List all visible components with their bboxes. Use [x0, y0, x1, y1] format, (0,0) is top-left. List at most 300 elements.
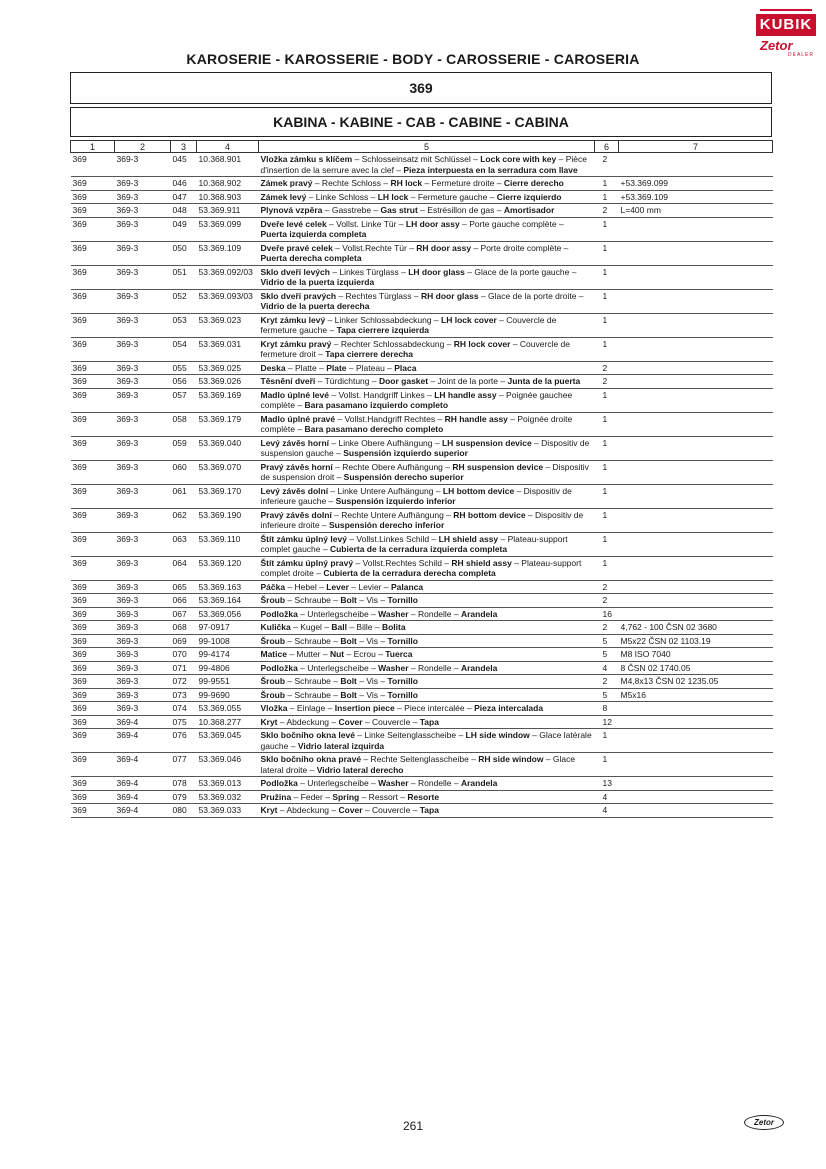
- cell-c4: 53.369.092/03: [197, 265, 259, 289]
- description-part: – Couvercle de fermeture droit –: [260, 338, 571, 359]
- description-part: Tapa cierrere derecha: [325, 349, 413, 359]
- description-part: RH lock: [390, 178, 423, 188]
- description-part: – Abdeckung –: [277, 805, 339, 815]
- cell-c2: 369-3: [115, 388, 171, 412]
- cell-qty: 1: [595, 388, 619, 412]
- cell-qty: 1: [595, 289, 619, 313]
- cell-c2: 369-3: [115, 532, 171, 556]
- cell-c1: 369: [71, 675, 115, 689]
- cell-note: [619, 388, 773, 412]
- description-part: – Piece intercalée –: [394, 703, 475, 713]
- cell-description: [259, 804, 595, 818]
- cell-c4: 53.369.120: [197, 556, 259, 580]
- description-part: – Estrésillon de gas –: [417, 205, 504, 215]
- cell-c2: 369-4: [115, 790, 171, 804]
- table-row: [71, 777, 773, 791]
- description-part: – Couvercle –: [362, 716, 420, 727]
- description-part: Podložka: [260, 778, 298, 788]
- description-part: – Schlosseinsatz mit Schlüssel –: [352, 154, 481, 164]
- cell-c2: 369-3: [115, 153, 171, 177]
- cell-description: [259, 661, 595, 675]
- description-part: – Fermeture gauche –: [408, 191, 497, 202]
- cell-c2: 369-3: [115, 484, 171, 508]
- description-part: Madlo úplné pravé: [260, 413, 336, 424]
- description-part: Tornillo: [387, 676, 418, 686]
- cell-c4: 53.369.026: [197, 375, 259, 389]
- cell-c2: 369-3: [115, 675, 171, 689]
- cell-c2: 369-3: [115, 265, 171, 289]
- description-part: Tornillo: [387, 595, 418, 605]
- cell-qty: 2: [595, 153, 619, 177]
- description-part: Pieza intercalada: [474, 703, 544, 713]
- cell-c3: 049: [171, 217, 197, 241]
- cell-qty: 1: [595, 177, 619, 191]
- description-part: Štít zámku úplný pravý: [260, 557, 354, 568]
- cell-c2: 369-3: [115, 190, 171, 204]
- description-part: Tornillo: [387, 689, 418, 700]
- description-part: Vidrio lateral derecho: [316, 764, 404, 775]
- description-part: – Rechtes Türglass –: [336, 290, 421, 301]
- cell-note: [619, 508, 773, 532]
- cell-c4: 53.369.045: [197, 729, 259, 753]
- cell-note: [619, 436, 773, 460]
- cell-c1: 369: [71, 804, 115, 818]
- description-part: Těsnění dveří: [260, 376, 316, 386]
- cell-c3: 064: [171, 556, 197, 580]
- description-part: – Vollst.Rechtes Schild –: [353, 557, 452, 568]
- description-part: Cover: [338, 805, 363, 815]
- description-part: Insertion piece: [334, 703, 395, 713]
- description-part: Bolt: [340, 676, 357, 686]
- description-part: Plynová vzpěra: [260, 205, 323, 215]
- cell-qty: 1: [595, 265, 619, 289]
- cell-note: [619, 556, 773, 580]
- cell-c1: 369: [71, 634, 115, 648]
- table-row: [71, 790, 773, 804]
- cell-c3: 048: [171, 204, 197, 218]
- description-part: – Couvercle –: [362, 805, 420, 815]
- table-row: [71, 436, 773, 460]
- description-part: Cubierta de la cerradura derecha completa: [323, 568, 496, 578]
- description-part: Arandela: [460, 778, 498, 788]
- cell-c4: 97-0917: [197, 621, 259, 635]
- table-row: [71, 412, 773, 436]
- description-part: – Vis –: [356, 635, 388, 646]
- cell-c3: 067: [171, 607, 197, 621]
- cell-c3: 050: [171, 241, 197, 265]
- cell-description: [259, 460, 595, 484]
- column-header-4: 4: [197, 141, 259, 153]
- cell-description: [259, 621, 595, 635]
- cell-c2: 369-3: [115, 177, 171, 191]
- cell-c2: 369-3: [115, 204, 171, 218]
- description-part: RH side window: [478, 754, 544, 764]
- cell-c3: 062: [171, 508, 197, 532]
- description-part: Lock core with key: [480, 154, 557, 164]
- cell-c4: 53.369.055: [197, 702, 259, 716]
- group-number-box: [70, 72, 772, 104]
- cell-qty: 2: [595, 675, 619, 689]
- cell-c1: 369: [71, 508, 115, 532]
- description-part: Door gasket: [378, 376, 429, 386]
- description-part: Tuerca: [385, 649, 413, 659]
- cell-qty: 1: [595, 532, 619, 556]
- table-row: [71, 532, 773, 556]
- cell-description: [259, 361, 595, 375]
- description-part: Kryt: [260, 805, 278, 815]
- column-header-5: 5: [259, 141, 595, 153]
- column-header-3: 3: [171, 141, 197, 153]
- cell-c3: 080: [171, 804, 197, 818]
- description-part: – Vollst.Handgriff Rechtes –: [335, 413, 445, 424]
- cell-description: [259, 753, 595, 777]
- cell-c2: 369-4: [115, 804, 171, 818]
- cell-note: [619, 337, 773, 361]
- description-part: – Vis –: [356, 689, 388, 700]
- table-row: [71, 621, 773, 635]
- cell-c3: 073: [171, 688, 197, 702]
- cell-description: [259, 702, 595, 716]
- cell-c2: 369-3: [115, 436, 171, 460]
- table-row: [71, 177, 773, 191]
- description-part: – Linke Untere Aufhängung –: [328, 485, 443, 496]
- cell-c2: 369-3: [115, 217, 171, 241]
- description-part: Plate: [326, 362, 347, 373]
- description-part: Washer: [378, 778, 409, 788]
- cell-note: 4,762 - 100 ČSN 02 3680: [619, 621, 773, 635]
- cell-qty: 1: [595, 217, 619, 241]
- cell-qty: 1: [595, 313, 619, 337]
- description-part: LH shield assy: [438, 533, 499, 544]
- description-part: – Poignée gauchee complète –: [260, 389, 573, 410]
- description-part: – Schraube –: [285, 595, 341, 605]
- dealer-tag: DEALER: [788, 52, 815, 58]
- cell-c3: 052: [171, 289, 197, 313]
- cell-qty: 1: [595, 729, 619, 753]
- cell-qty: 1: [595, 190, 619, 204]
- cell-description: [259, 777, 595, 791]
- description-part: – Rechte Schloss –: [312, 178, 391, 188]
- cell-c4: 53.369.056: [197, 607, 259, 621]
- description-part: Matice: [260, 649, 287, 659]
- description-part: RH door glass: [420, 290, 479, 301]
- cell-c4: 53.369.099: [197, 217, 259, 241]
- description-part: – Pièce d'insertion de la serrure avec la clef –: [260, 154, 587, 175]
- description-part: RH bottom device: [453, 509, 526, 520]
- cell-qty: 2: [595, 594, 619, 608]
- description-part: – Feder –: [291, 791, 333, 802]
- cell-c4: 53.369.033: [197, 804, 259, 818]
- description-part: Vidrio lateral izquirda: [297, 740, 385, 751]
- parts-table: [70, 140, 773, 818]
- cell-c4: 53.369.046: [197, 753, 259, 777]
- cell-c4: 53.369.032: [197, 790, 259, 804]
- description-part: Kryt: [260, 716, 278, 727]
- description-part: – Vollst.Rechte Tür –: [332, 242, 417, 253]
- description-part: – Porte gauche complète –: [459, 218, 564, 229]
- description-part: – Platte –: [285, 362, 327, 373]
- table-row: [71, 715, 773, 729]
- cell-qty: 1: [595, 337, 619, 361]
- cell-c3: 060: [171, 460, 197, 484]
- description-part: LH suspension device: [441, 437, 532, 448]
- cell-qty: 1: [595, 412, 619, 436]
- page-title: KAROSERIE - KAROSSERIE - BODY - CAROSSERIE - CAROSERIA: [186, 51, 640, 67]
- cell-qty: 1: [595, 556, 619, 580]
- description-part: Puerta derecha completa: [260, 253, 362, 263]
- description-part: – Rondelle –: [408, 608, 461, 619]
- table-row: [71, 729, 773, 753]
- column-header-7: 7: [619, 141, 773, 153]
- description-part: Suspensión derecho superior: [343, 472, 464, 482]
- cell-c3: 079: [171, 790, 197, 804]
- cell-c1: 369: [71, 313, 115, 337]
- cell-c1: 369: [71, 265, 115, 289]
- cell-c4: 53.369.169: [197, 388, 259, 412]
- cell-note: [619, 790, 773, 804]
- cell-c2: 369-3: [115, 594, 171, 608]
- description-part: – Glace de la porte droite –: [478, 290, 584, 301]
- cell-c2: 369-3: [115, 556, 171, 580]
- table-row: [71, 594, 773, 608]
- description-part: Spring: [332, 791, 360, 802]
- cell-c3: 046: [171, 177, 197, 191]
- cell-c1: 369: [71, 556, 115, 580]
- description-part: – Glace latérale gauche –: [260, 730, 592, 751]
- description-part: – Schraube –: [285, 676, 341, 686]
- cell-description: [259, 594, 595, 608]
- cell-c1: 369: [71, 412, 115, 436]
- cell-qty: 4: [595, 804, 619, 818]
- cell-qty: 5: [595, 634, 619, 648]
- cell-c1: 369: [71, 753, 115, 777]
- description-part: Palanca: [390, 581, 424, 592]
- cell-c3: 065: [171, 580, 197, 594]
- cell-c1: 369: [71, 715, 115, 729]
- cell-c2: 369-3: [115, 621, 171, 635]
- description-part: Suspensión izquierdo superior: [343, 448, 468, 458]
- cell-note: [619, 715, 773, 729]
- cell-c2: 369-3: [115, 337, 171, 361]
- description-part: – Rechte Untere Aufhängung –: [331, 509, 454, 520]
- table-row: [71, 153, 773, 177]
- table-row: [71, 688, 773, 702]
- cell-qty: 1: [595, 484, 619, 508]
- description-part: LH door assy: [405, 218, 460, 229]
- cell-qty: 2: [595, 361, 619, 375]
- description-part: Cubierta de la cerradura izquierda completa: [329, 544, 508, 554]
- description-part: Kryt zámku levý: [260, 314, 326, 325]
- description-part: Washer: [378, 608, 409, 619]
- cell-note: +53.369.109: [619, 190, 773, 204]
- cell-c2: 369-3: [115, 375, 171, 389]
- description-part: – Linke Obere Aufhängung –: [329, 437, 442, 448]
- description-part: Gas strut: [380, 205, 418, 215]
- description-part: Dveře pravé celek: [260, 242, 333, 253]
- cell-description: [259, 688, 595, 702]
- cell-c4: 53.369.109: [197, 241, 259, 265]
- description-part: Arandela: [460, 608, 498, 619]
- table-row: [71, 241, 773, 265]
- cell-qty: 2: [595, 375, 619, 389]
- cell-note: [619, 594, 773, 608]
- cell-c3: 055: [171, 361, 197, 375]
- cell-c1: 369: [71, 241, 115, 265]
- cell-qty: 8: [595, 702, 619, 716]
- cell-c4: 99-9551: [197, 675, 259, 689]
- description-part: – Rechte Obere Aufhängung –: [332, 461, 453, 472]
- cell-note: L=400 mm: [619, 204, 773, 218]
- description-part: Pieza interpuesta en la serradura com llave: [403, 164, 578, 175]
- description-part: RH handle assy: [444, 413, 508, 424]
- cell-description: [259, 715, 595, 729]
- description-part: – Vis –: [356, 595, 388, 605]
- cell-c1: 369: [71, 337, 115, 361]
- cell-qty: 1: [595, 460, 619, 484]
- description-part: Tapa: [419, 716, 439, 727]
- table-row: [71, 675, 773, 689]
- cell-c2: 369-3: [115, 361, 171, 375]
- description-part: Dveře levé celek: [260, 218, 327, 229]
- cell-note: [619, 702, 773, 716]
- description-part: Pravý závěs dolní: [260, 509, 332, 520]
- description-part: Podložka: [260, 608, 298, 619]
- description-part: – Hebel –: [285, 581, 327, 592]
- cell-c3: 075: [171, 715, 197, 729]
- column-header-6: 6: [595, 141, 619, 153]
- description-part: LH bottom device: [442, 485, 515, 496]
- cell-c1: 369: [71, 361, 115, 375]
- table-row: [71, 661, 773, 675]
- cell-c2: 369-3: [115, 460, 171, 484]
- cell-note: M4,8x13 ČSN 02 1235.05: [619, 675, 773, 689]
- zetor-logo-text: Zetor: [760, 38, 793, 53]
- zetor-footer-logo: Zetor: [744, 1115, 784, 1130]
- description-part: Bara pasamano izquierdo completo: [304, 400, 449, 410]
- cell-c3: 074: [171, 702, 197, 716]
- description-part: – Glace de la porte gauche –: [464, 266, 577, 277]
- description-part: – Fermeture droite –: [422, 178, 504, 188]
- description-part: – Mutter –: [286, 649, 330, 659]
- description-part: RH shield assy: [451, 557, 512, 568]
- description-part: – Bille –: [346, 622, 382, 632]
- description-part: Junta de la puerta: [507, 376, 581, 386]
- cell-description: [259, 190, 595, 204]
- cell-c4: 53.369.013: [197, 777, 259, 791]
- table-row: [71, 361, 773, 375]
- description-part: – Rechte Seitenglasscheibe –: [361, 754, 479, 764]
- cell-c2: 369-4: [115, 729, 171, 753]
- cell-c3: 076: [171, 729, 197, 753]
- cell-c4: 53.369.110: [197, 532, 259, 556]
- table-row: [71, 190, 773, 204]
- table-row: [71, 484, 773, 508]
- description-part: Ball: [331, 622, 347, 632]
- cell-c1: 369: [71, 661, 115, 675]
- description-part: LH door glass: [408, 266, 465, 277]
- cell-c4: 53.369.093/03: [197, 289, 259, 313]
- cell-c3: 069: [171, 634, 197, 648]
- description-part: – Vollst. Handgriff Linkes –: [329, 389, 435, 400]
- cell-qty: 1: [595, 508, 619, 532]
- cell-note: M5x16: [619, 688, 773, 702]
- cell-c4: 53.369.070: [197, 460, 259, 484]
- cell-c3: 068: [171, 621, 197, 635]
- cell-note: [619, 153, 773, 177]
- cell-c2: 369-3: [115, 648, 171, 662]
- cell-description: [259, 313, 595, 337]
- cell-c3: 047: [171, 190, 197, 204]
- table-row: [71, 375, 773, 389]
- table-row: [71, 634, 773, 648]
- cell-description: [259, 648, 595, 662]
- description-part: Bolt: [340, 635, 357, 646]
- cell-c1: 369: [71, 153, 115, 177]
- description-part: Suspensión derecho inferior: [329, 520, 445, 530]
- description-part: Puerta izquierda completa: [260, 229, 367, 239]
- description-part: Suspensión izquierdo inferior: [335, 496, 456, 506]
- cell-c2: 369-3: [115, 313, 171, 337]
- description-part: Šroub: [260, 676, 286, 686]
- table-body: [71, 153, 773, 818]
- description-part: LH side window: [465, 730, 530, 740]
- cell-note: 8 ČSN 02 1740.05: [619, 661, 773, 675]
- cell-c3: 054: [171, 337, 197, 361]
- cell-description: [259, 508, 595, 532]
- cell-c1: 369: [71, 580, 115, 594]
- cell-note: [619, 241, 773, 265]
- table-row: [71, 804, 773, 818]
- cell-description: [259, 217, 595, 241]
- cell-c2: 369-3: [115, 289, 171, 313]
- description-part: – Glace lateral droite –: [260, 754, 576, 775]
- cell-qty: 16: [595, 607, 619, 621]
- description-part: Sklo bočního okna pravé: [260, 754, 362, 764]
- table-row: [71, 388, 773, 412]
- description-part: – Joint de la porte –: [428, 376, 508, 386]
- cell-c1: 369: [71, 790, 115, 804]
- cell-c2: 369-3: [115, 702, 171, 716]
- description-part: – Abdeckung –: [277, 716, 339, 727]
- description-part: – Dispositiv de inferieure gauche –: [260, 485, 572, 506]
- cell-c4: 99-9690: [197, 688, 259, 702]
- cell-c2: 369-3: [115, 661, 171, 675]
- cell-qty: 5: [595, 648, 619, 662]
- cell-c1: 369: [71, 648, 115, 662]
- cell-note: [619, 217, 773, 241]
- group-number: 369: [409, 80, 433, 96]
- description-part: LH lock cover: [441, 314, 497, 325]
- description-part: RH suspension device: [452, 461, 544, 472]
- description-part: Kulička: [260, 622, 291, 632]
- description-part: Sklo dveří levých: [260, 266, 330, 277]
- description-part: Bara pasamano derecho completo: [304, 424, 444, 434]
- description-part: Cover: [338, 716, 363, 727]
- table-row: [71, 337, 773, 361]
- cell-note: [619, 532, 773, 556]
- cell-description: [259, 675, 595, 689]
- cell-note: [619, 580, 773, 594]
- table-row: [71, 289, 773, 313]
- cell-c4: 99-4806: [197, 661, 259, 675]
- cell-c1: 369: [71, 621, 115, 635]
- cell-c4: 10.368.277: [197, 715, 259, 729]
- cell-note: [619, 375, 773, 389]
- description-part: – Plateau –: [346, 362, 395, 373]
- cell-qty: 4: [595, 790, 619, 804]
- description-part: – Rechter Schlossabdeckung –: [331, 338, 454, 349]
- description-part: – Dispositiv de suspension droit –: [260, 461, 589, 482]
